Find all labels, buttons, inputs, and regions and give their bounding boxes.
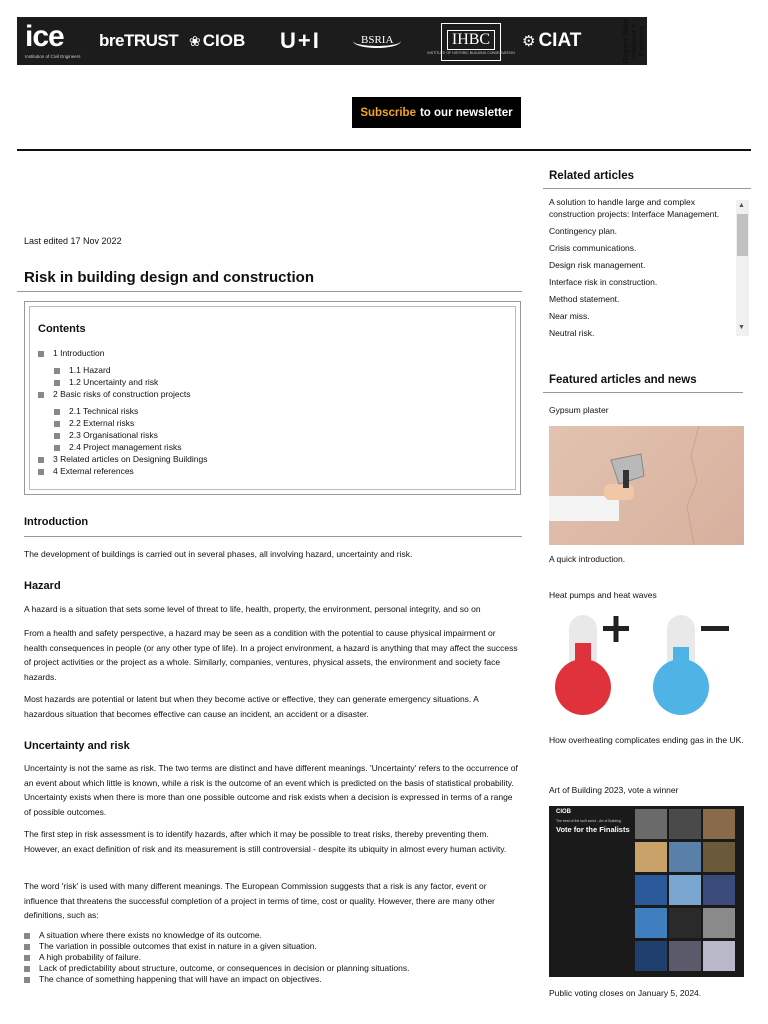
toc-link[interactable] — [54, 377, 158, 387]
bullet-icon — [24, 977, 30, 983]
toc-link[interactable] — [38, 348, 105, 358]
photo-tile — [703, 941, 735, 971]
bullet-icon — [54, 409, 60, 415]
uncertainty-paragraph-3: The word 'risk' is used with many different meanings. The European Commission suggests that a risk is any factor, event or influence that threatens the successful completion of a project in terms of time, cost or quality. However, there are many other definitions, such as: — [24, 881, 495, 920]
toc-link-label: 2 Basic risks of construction projects — [53, 389, 191, 399]
toc-link[interactable] — [54, 406, 138, 416]
bullet-icon — [54, 433, 60, 439]
photo-tile — [635, 842, 667, 872]
photo-tile — [669, 941, 701, 971]
photo-tile — [635, 941, 667, 971]
related-article-link[interactable]: Contingency plan. — [549, 225, 618, 236]
ciob-emblem-icon: ❀ — [189, 32, 201, 49]
related-article-link[interactable]: Interface risk in construction. — [549, 276, 658, 287]
introduction-heading: Introduction — [24, 516, 89, 528]
ihbc-logo[interactable] — [427, 23, 515, 61]
subscribe-newsletter-button[interactable] — [352, 97, 521, 128]
related-article-link[interactable]: Design risk management. — [549, 259, 646, 270]
uncertainty-paragraph-1: Uncertainty is not the same as risk. The two terms are distinct and have different meanings. 'Uncertainty' refers to the occurrence of an event about which little is known, while a risk is the outcome of an event which is predicted on the basis of statistical probability. Uncertainty exists when there is more than one possible outcome and risk exists when a decision is expressed in terms of a range of possible outcomes. — [24, 763, 518, 817]
featured-heading: Featured articles and news — [549, 374, 697, 386]
bullet-icon — [24, 966, 30, 972]
heat-pumps-image[interactable] — [549, 607, 744, 725]
featured-article-caption: A quick introduction. — [549, 554, 626, 564]
thermometers-illustration — [549, 607, 744, 725]
introduction-divider — [24, 536, 522, 537]
toc-link-label: 3 Related articles on Designing Buildings — [53, 454, 208, 464]
ciat-logo[interactable] — [522, 17, 581, 65]
bullet-icon — [38, 392, 44, 398]
toc-link-label: 1.2 Uncertainty and risk — [69, 377, 159, 387]
toc-link[interactable] — [54, 365, 111, 375]
toc-link[interactable] — [54, 442, 181, 452]
list-item — [24, 974, 409, 985]
toc-link-label: 2.4 Project management risks — [69, 442, 182, 452]
photo-tile — [635, 875, 667, 905]
bullet-icon — [54, 368, 60, 374]
toc-link[interactable] — [54, 418, 134, 428]
last-edited-date: Last edited 17 Nov 2022 — [24, 236, 122, 246]
toc-inner-frame — [29, 306, 516, 490]
plaster-illustration — [549, 426, 744, 545]
toc-link[interactable] — [38, 466, 134, 476]
list-item-text: Lack of predictability about structure, outcome, or consequences in decision or planning situations. — [39, 963, 410, 973]
hazard-paragraph-3: Most hazards are potential or latent but when they become active or effective, they can generate emergency situations. A hazardous situation that becomes effective can cause an incident, an accident or a disaster. — [24, 694, 479, 719]
list-item — [24, 963, 409, 974]
photo-tile — [669, 875, 701, 905]
uti-logo[interactable]: U+I — [280, 28, 321, 53]
ihbc-logo-text: IHBC — [447, 30, 495, 50]
related-article-link[interactable]: A solution to handle large and complex construction projects: Interface Management. — [549, 197, 720, 219]
featured-article-title[interactable]: Art of Building 2023, vote a winner — [549, 785, 679, 795]
photo-tile — [703, 809, 735, 839]
list-item-text: A high probability of failure. — [39, 952, 142, 962]
photo-tile — [635, 809, 667, 839]
bullet-icon — [54, 380, 60, 386]
bullet-icon — [54, 445, 60, 451]
photo-tile — [703, 842, 735, 872]
ihbc-logo-subtitle: INSTITUTE OF HISTORIC BUILDING CONSERVATION — [427, 50, 515, 55]
bullet-icon — [24, 955, 30, 961]
related-article-link[interactable]: Method statement. — [549, 293, 620, 304]
bullet-icon — [24, 944, 30, 950]
ciat-emblem-icon: ⚙ — [522, 33, 536, 50]
bullet-icon — [38, 469, 44, 475]
list-item — [24, 941, 409, 952]
bullet-icon — [38, 351, 44, 357]
aob-brand: CIOB — [556, 809, 571, 815]
hazard-paragraph-2: From a health and safety perspective, a hazard may be seen as a condition with the potential to cause physical impairment or health consequences in people (or any other type of life). In a project environment, a hazard is anything that may affect the success of project activities or the project as a whole. Similarly, companies, ventures, physical assets, the environment and society face hazards. — [24, 628, 518, 682]
title-divider — [17, 291, 522, 292]
risk-definitions-list — [24, 930, 409, 985]
related-articles-divider — [543, 188, 751, 189]
toc-link-label: 2.1 Technical risks — [69, 406, 139, 416]
ice-logo-subtitle: Institution of Civil Engineers — [25, 54, 81, 59]
uncertainty-paragraph-2: The first step in risk assessment is to identify hazards, after which it may be possible to treat risks, thereby preventing them. However, an exact definition of risk and its measurement is still controversial - despite its ubiquity in almost every human activity. — [24, 829, 507, 854]
ciat-logo-text: CIAT — [538, 30, 582, 51]
toc-link[interactable] — [38, 389, 190, 399]
bsria-logo[interactable] — [353, 17, 401, 65]
photo-tile — [669, 842, 701, 872]
uncertainty-heading: Uncertainty and risk — [24, 740, 130, 752]
subscribe-highlight-text: Subscribe — [360, 106, 416, 119]
photo-tile — [703, 908, 735, 938]
photo-tile — [635, 908, 667, 938]
ciob-logo[interactable] — [189, 17, 245, 65]
toc-link[interactable] — [54, 430, 158, 440]
ciob-logo-text: CIOB — [202, 31, 246, 50]
related-articles-list[interactable] — [549, 197, 749, 337]
bullet-icon — [54, 421, 60, 427]
toc-link-label: 2.3 Organisational risks — [69, 430, 158, 440]
bsria-logo-text: BSRIA — [353, 34, 401, 48]
gypsum-plaster-image[interactable] — [549, 426, 744, 545]
subscribe-rest-text: to our newsletter — [419, 106, 513, 119]
introduction-paragraph: The development of buildings is carried out in several phases, all involving hazard, uncertainty and risk. — [24, 549, 413, 559]
featured-article-caption: Public voting closes on January 5, 2024. — [549, 988, 702, 998]
table-of-contents — [24, 301, 521, 495]
related-articles-heading: Related articles — [549, 170, 635, 182]
photo-tile — [669, 908, 701, 938]
art-of-building-image[interactable] — [549, 806, 744, 977]
aob-small-text: The best of the built world - Art of Building — [556, 819, 621, 823]
header-divider — [17, 149, 751, 151]
bullet-icon — [24, 933, 30, 939]
list-item-text: The variation in possible outcomes that exist in nature in a given situation. — [39, 941, 317, 951]
scrollbar-thumb[interactable] — [737, 214, 748, 256]
bretrust-logo[interactable]: breTRUST — [99, 31, 179, 50]
list-item-text: The chance of something happening that will have an impact on objectives. — [39, 974, 322, 984]
toc-link-label: 1 Introduction — [53, 348, 105, 358]
list-item — [24, 952, 409, 963]
rogers-stirk-harbour-logo[interactable] — [611, 19, 657, 63]
toc-link-label: 4 External references — [53, 466, 134, 476]
related-article-link[interactable]: Neutral risk. — [549, 327, 595, 337]
list-item — [24, 930, 409, 941]
photo-tile — [703, 875, 735, 905]
featured-article-title[interactable]: Heat pumps and heat waves — [549, 590, 657, 600]
ice-logo[interactable]: ice — [25, 20, 64, 53]
toc-link-label: 1.1 Hazard — [69, 365, 111, 375]
featured-article-title[interactable]: Gypsum plaster — [549, 405, 609, 415]
hazard-paragraph-1: A hazard is a situation that sets some level of threat to life, health, property, the environment, personal integrity, and so on — [24, 604, 481, 614]
partner-logo-banner — [17, 17, 647, 65]
aob-title: Vote for the Finalists — [556, 825, 630, 834]
toc-link-label: 2.2 External risks — [69, 418, 135, 428]
scroll-up-arrow-icon[interactable]: ▲ — [738, 202, 745, 209]
toc-link[interactable] — [38, 454, 208, 464]
related-article-link[interactable]: Crisis communications. — [549, 242, 637, 253]
toc-heading: Contents — [38, 323, 86, 335]
list-item-text: A situation where there exists no knowledge of its outcome. — [39, 930, 263, 940]
scroll-down-arrow-icon[interactable]: ▼ — [738, 324, 745, 331]
rogers-logo-text: Rogers Stirk Harbour + Partners — [621, 18, 646, 64]
bullet-icon — [38, 457, 44, 463]
featured-divider — [543, 392, 743, 393]
hazard-heading: Hazard — [24, 580, 61, 592]
related-article-link[interactable]: Near miss. — [549, 310, 590, 321]
featured-article-caption: How overheating complicates ending gas in the UK. — [549, 735, 744, 745]
page-title: Risk in building design and construction — [24, 269, 315, 286]
photo-tile — [669, 809, 701, 839]
